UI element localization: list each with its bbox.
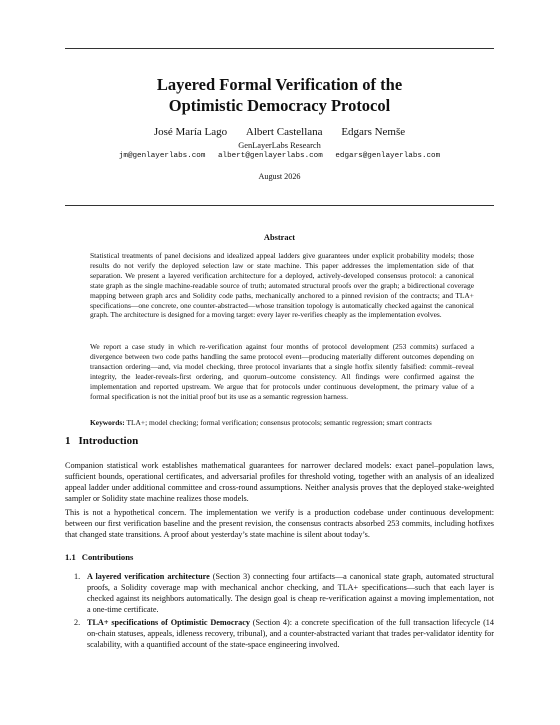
author-email[interactable]: edgars@genlayerlabs.com <box>335 152 441 160</box>
section-number: 1 <box>65 435 71 447</box>
list-number: 1. <box>74 572 81 581</box>
subsection-number: 1.1 <box>65 552 76 562</box>
affiliation: GenLayerLabs Research <box>238 141 321 150</box>
author-email[interactable]: albert@genlayerlabs.com <box>217 152 323 160</box>
title-line-2: Optimistic Democracy Protocol <box>168 96 391 115</box>
section-title: Introduction <box>78 435 139 447</box>
author-name: José María Lago <box>153 126 228 138</box>
contribution-title: A layered verification architecture <box>87 572 210 581</box>
subsection-title: Contributions <box>81 552 134 562</box>
author-email[interactable]: jm@genlayerlabs.com <box>118 152 206 160</box>
contribution-item <box>74 571 494 615</box>
abstract-paragraph: We report a case study in which re-verification against four months of protocol development (253 commits) surfaced a divergence between two code paths handling the same protocol event—producing materially different outcomes depending on transaction ordering—and, via model checking, three protocol invariants that a single hotfix silently falsified: commit–reveal integrity, the leader-reveals-first ordering, and quorum–outcome consistency. All findings were confirmed against the implementation and reported upstream. We argue that for protocols under continuous development, the primary value of a formal specification is not the initial proof but its use as a semantic regression harness. <box>90 342 474 401</box>
author-name: Albert Castellana <box>245 126 323 138</box>
abstract-paragraph: Statistical treatments of panel decisions and idealized appeal ladders give guarantees under explicit probability models; those results do not verify the deployed selection law or state machine. This paper addresses the implementation side of that separation. We present a layered verification architecture for a deployed, actively-developed consensus protocol: a canonical state graph as the single machine-readable source of truth; automated structural proofs over the graph; a bidirectional coverage mapping between graph arcs and Solidity code paths, mechanically anchored to a pinned revision of the contracts; and TLA+ specifications—one concrete, one counter-abstracted—whose transition topology is automatically checked against the canonical graph. The architecture is designed for a moving target: every layer re-verifies cheaply as the implementation evolves. <box>90 251 474 320</box>
body-paragraph: This is not a hypothetical concern. The implementation we verify is a production codebase under continuous development: between our first verification baseline and the present revision, the consensus contracts absorbed 253 commits, including hotfixes that changed state transitions. A proof about yesterday’s state machine is silent about today’s. <box>65 508 494 539</box>
contribution-item <box>74 617 494 650</box>
abstract-heading: Abstract <box>263 233 296 242</box>
contribution-title: TLA+ specifications of Optimistic Democracy <box>87 618 250 627</box>
contribution-text: (Section 3) connecting four artifacts—a canonical state graph, automated structural proofs, a Solidity coverage map with mechanical anchor checking, and TLA+ specifications—such that each layer is checked against its neighbors automatically. The design goal is cheap re-verification against a moving implementation, not a one-time certificate. <box>87 572 495 614</box>
keywords-list: TLA+; model checking; formal verification; consensus protocols; semantic regression; smart contracts <box>126 418 432 427</box>
contribution-text: (Section 4): a concrete specification of the full transaction lifecycle (14 on-chain statuses, appeals, idleness recovery, tribunal), and a counter-abstracted variant that trades per-validator identity for scalability, with a quantified account of the state-space engineering involved. <box>87 618 494 649</box>
author-name: Edgars Nemše <box>341 126 406 138</box>
paper-title <box>65 74 494 116</box>
author-list <box>65 126 494 138</box>
body-paragraph: Companion statistical work establishes mathematical guarantees for narrower declared models: exact panel–population laws, sufficient bounds, operational certificates, and adversarial profiles for threshold voting, together with an analysis of an idealized appeal ladder under additional committee and cross-round assumptions. Neither analysis proves that the deployed stake-weighted sampler or Solidity state machine realizes those models. <box>65 461 494 503</box>
publication-date: August 2026 <box>258 172 301 181</box>
title-line-1: Layered Formal Verification of the <box>156 75 403 94</box>
list-number: 2. <box>74 618 81 627</box>
header-bottom-rule <box>65 205 494 206</box>
email-list <box>65 152 494 160</box>
top-rule <box>65 48 494 49</box>
keywords-label: Keywords: <box>90 418 125 427</box>
keywords <box>90 418 474 428</box>
subsection-heading <box>65 552 133 562</box>
section-heading <box>65 435 138 447</box>
